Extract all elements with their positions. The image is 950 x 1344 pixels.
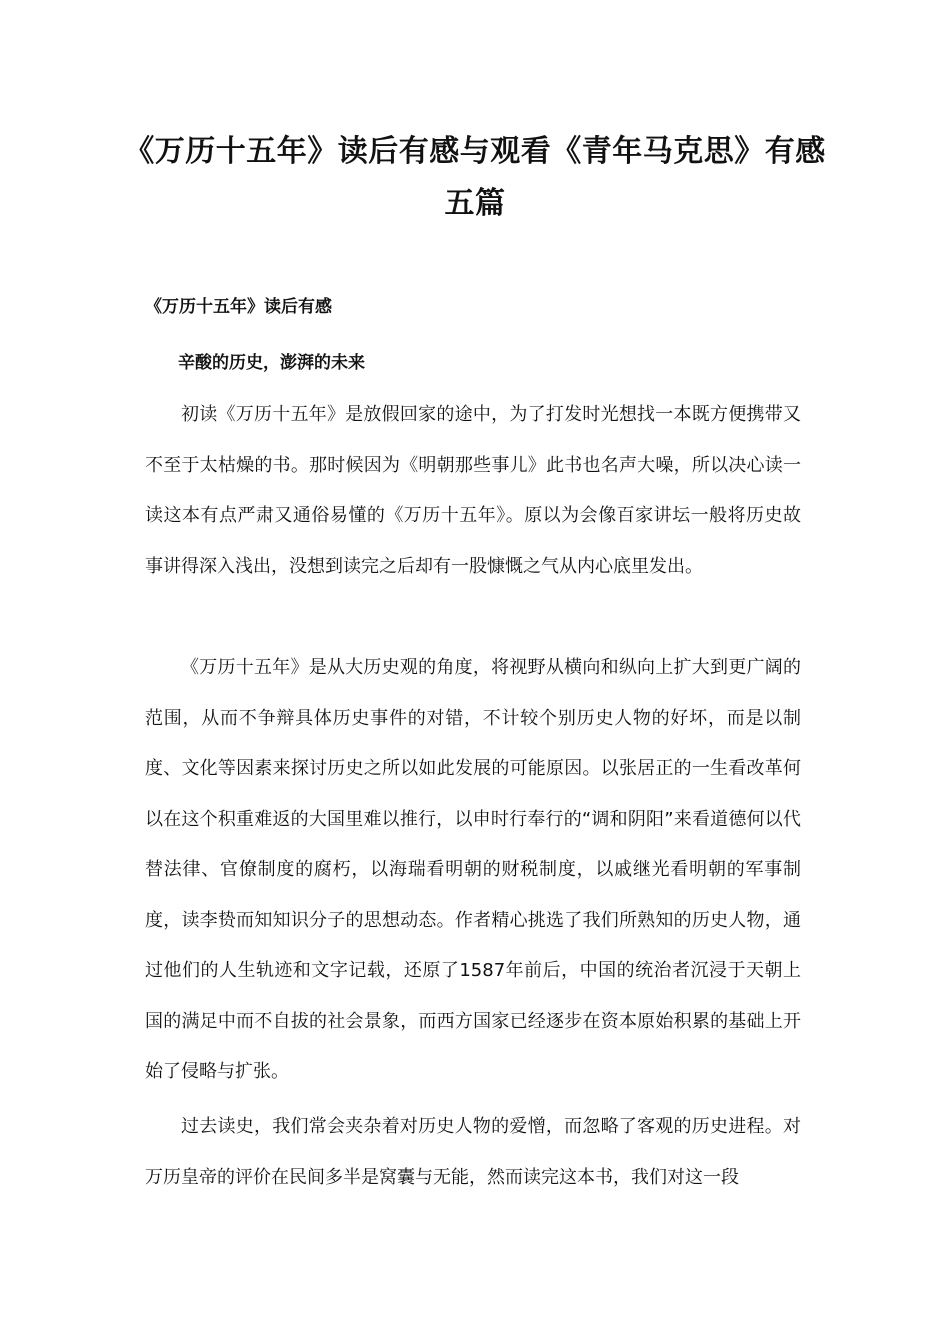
document-title: 《万历十五年》读后有感与观看《青年马克思》有感五篇 xyxy=(124,134,826,221)
body-paragraph: 过去读史，我们常会夹杂着对历史人物的爱憎，而忽略了客观的历史进程。对万历皇帝的评价在民间多半是窝囊与无能，然而读完这本书，我们对这一段 xyxy=(145,1116,801,1188)
article-subtitle: 辛酸的历史，澎湃的未来 xyxy=(178,353,365,373)
section-heading: 《万历十五年》读后有感 xyxy=(145,297,332,317)
body-paragraph: 初读《万历十五年》是放假回家的途中，为了打发时光想找一本既方便携带又不至于太枯燥的书。那时候因为《明朝那些事儿》此书也名声大噪，所以决心读一读这本有点严肃又通俗易懂的《万历十五年》。原以为会像百家讲坛一般将历史故事讲得深入浅出，没想到读完之后却有一股慷慨之气从内心底里发出。 xyxy=(145,404,801,577)
body-paragraph: 《万历十五年》是从大历史观的角度，将视野从横向和纵向上扩大到更广阔的范围，从而不争辩具体历史事件的对错，不计较个别历史人物的好坏，而是以制度、文化等因素来探讨历史之所以如此发展的可能原因。以张居正的一生看改革何以在这个积重难返的大国里难以推行，以申时行奉行的“调和阴阳”来看道德何以代替法律、官僚制度的腐朽，以海瑞看明朝的财税制度，以戚继光看明朝的军事制度，读李贽而知知识分子的思想动态。作者精心挑选了我们所熟知的历史人物，通过他们的人生轨迹和文字记载，还原了1587年前后，中国的统治者沉浸于天朝上国的满足中而不自拔的社会景象，而西方国家已经逐步在资本原始积累的基础上开始了侵略与扩张。 xyxy=(145,657,801,1082)
